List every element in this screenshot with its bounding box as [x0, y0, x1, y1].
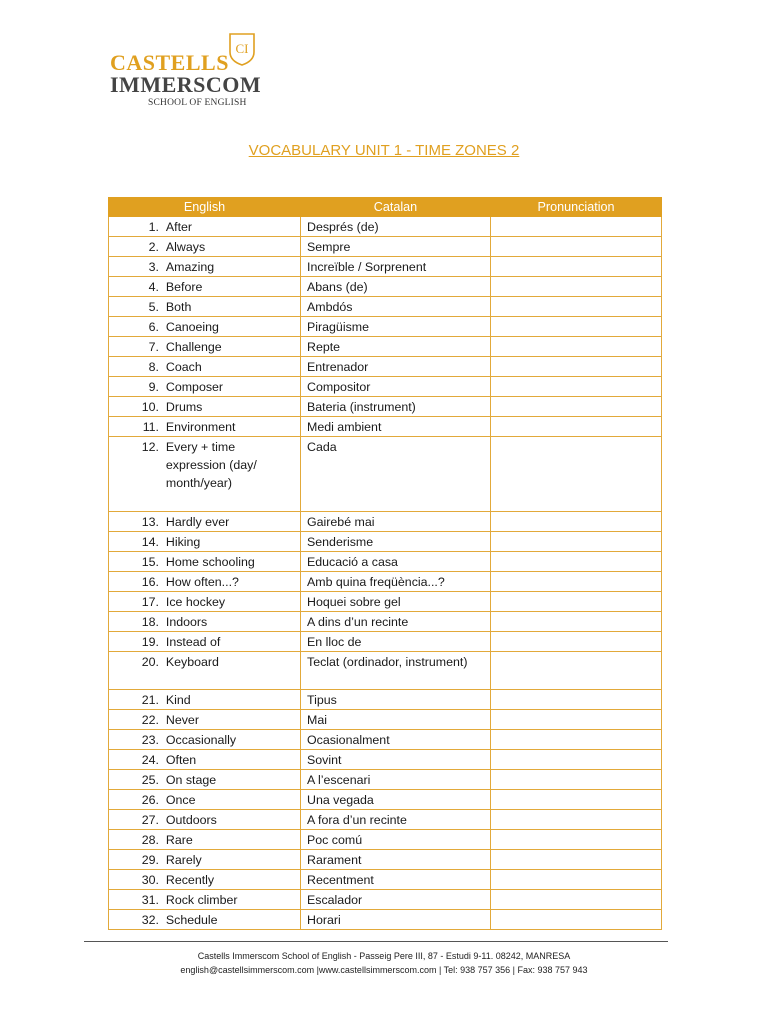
pronunciation-cell[interactable] [491, 592, 662, 612]
table-row [109, 257, 662, 277]
catalan-cell: Després (de) [301, 217, 491, 237]
english-term: Instead of [165, 635, 221, 649]
pronunciation-cell[interactable] [491, 572, 662, 592]
catalan-cell: Sempre [301, 237, 491, 257]
catalan-cell: Tipus [301, 690, 491, 710]
pronunciation-cell[interactable] [491, 337, 662, 357]
catalan-cell: Teclat (ordinador, instrument) [301, 652, 491, 690]
table-row [109, 237, 662, 257]
footer-divider [84, 941, 668, 942]
english-term: How often...? [165, 575, 239, 589]
vocabulary-table [108, 197, 662, 930]
table-row [109, 417, 662, 437]
pronunciation-cell[interactable] [491, 417, 662, 437]
english-term: Rarely [165, 853, 202, 867]
item-number: 18. [141, 615, 159, 629]
english-term: Often [165, 753, 197, 767]
english-cell [109, 690, 301, 710]
catalan-cell: Bateria (instrument) [301, 397, 491, 417]
pronunciation-cell[interactable] [491, 297, 662, 317]
english-term: Recently [165, 873, 215, 887]
english-term: Hardly ever [165, 515, 230, 529]
english-term: Home schooling [165, 555, 255, 569]
english-cell [109, 217, 301, 237]
catalan-cell: Gairebé mai [301, 512, 491, 532]
item-number: 25. [141, 773, 159, 787]
catalan-cell: Abans (de) [301, 277, 491, 297]
english-term: Coach [165, 360, 202, 374]
pronunciation-cell[interactable] [491, 237, 662, 257]
english-term: Keyboard [165, 655, 219, 669]
shield-text: CI [235, 41, 249, 56]
english-cell [109, 710, 301, 730]
item-number: 27. [141, 813, 159, 827]
catalan-cell: Horari [301, 910, 491, 930]
item-number: 4. [148, 280, 159, 294]
item-number: 15. [141, 555, 159, 569]
table-row [109, 770, 662, 790]
pronunciation-cell[interactable] [491, 690, 662, 710]
english-term: Occasionally [165, 733, 237, 747]
table-body [109, 217, 662, 930]
table-row [109, 910, 662, 930]
english-term: Indoors [165, 615, 208, 629]
english-term: Schedule [165, 913, 218, 927]
pronunciation-cell[interactable] [491, 910, 662, 930]
english-term: Environment [165, 420, 236, 434]
catalan-cell: Entrenador [301, 357, 491, 377]
english-term: Challenge [165, 340, 222, 354]
catalan-cell: A dins d’un recinte [301, 612, 491, 632]
table-row [109, 337, 662, 357]
item-number: 21. [141, 693, 159, 707]
english-cell [109, 592, 301, 612]
catalan-cell: Medi ambient [301, 417, 491, 437]
item-number: 7. [148, 340, 159, 354]
english-term: Canoeing [165, 320, 219, 334]
table-row [109, 890, 662, 910]
table-row [109, 397, 662, 417]
item-number: 28. [141, 833, 159, 847]
catalan-cell: Ocasionalment [301, 730, 491, 750]
english-cell [109, 572, 301, 592]
pronunciation-cell[interactable] [491, 357, 662, 377]
english-cell [109, 397, 301, 417]
item-number: 32. [141, 913, 159, 927]
english-cell [109, 870, 301, 890]
catalan-cell: Hoquei sobre gel [301, 592, 491, 612]
english-cell [109, 512, 301, 532]
item-number: 29. [141, 853, 159, 867]
pronunciation-cell[interactable] [491, 710, 662, 730]
page-title: VOCABULARY UNIT 1 - TIME ZONES 2 [248, 142, 520, 159]
item-number: 8. [148, 360, 159, 374]
english-cell [109, 317, 301, 337]
pronunciation-cell[interactable] [491, 377, 662, 397]
catalan-cell: Mai [301, 710, 491, 730]
item-number: 30. [141, 873, 159, 887]
item-number: 9. [148, 380, 159, 394]
logo-line-3: SCHOOL OF ENGLISH [148, 98, 247, 108]
item-number: 1. [148, 220, 159, 234]
english-cell [109, 770, 301, 790]
catalan-cell: Poc comú [301, 830, 491, 850]
pronunciation-cell[interactable] [491, 770, 662, 790]
english-cell [109, 850, 301, 870]
pronunciation-cell[interactable] [491, 437, 662, 512]
english-term: After [165, 220, 193, 234]
table-row [109, 690, 662, 710]
table-header-row [109, 198, 662, 217]
item-number: 3. [148, 260, 159, 274]
english-term: Before [165, 280, 203, 294]
english-term: Outdoors [165, 813, 217, 827]
english-cell [109, 810, 301, 830]
item-number: 10. [141, 400, 159, 414]
catalan-cell: Una vegada [301, 790, 491, 810]
pronunciation-cell[interactable] [491, 532, 662, 552]
pronunciation-cell[interactable] [491, 632, 662, 652]
english-term: Kind [165, 693, 191, 707]
catalan-cell: Senderisme [301, 532, 491, 552]
catalan-cell: Compositor [301, 377, 491, 397]
english-cell [109, 337, 301, 357]
table-row [109, 512, 662, 532]
pronunciation-cell[interactable] [491, 397, 662, 417]
catalan-cell: Ambdós [301, 297, 491, 317]
table-row [109, 632, 662, 652]
english-cell [109, 417, 301, 437]
english-cell [109, 552, 301, 572]
english-term: Hiking [165, 535, 201, 549]
pronunciation-cell[interactable] [491, 850, 662, 870]
catalan-cell: Cada [301, 437, 491, 512]
catalan-cell: Amb quina freqüència...? [301, 572, 491, 592]
english-cell [109, 910, 301, 930]
table-row [109, 830, 662, 850]
catalan-cell: A fora d’un recinte [301, 810, 491, 830]
table-row [109, 552, 662, 572]
english-cell [109, 652, 301, 690]
pronunciation-cell[interactable] [491, 317, 662, 337]
item-number: 6. [148, 320, 159, 334]
item-number: 16. [141, 575, 159, 589]
english-cell [109, 750, 301, 770]
english-cell [109, 377, 301, 397]
footer-address: Castells Immerscom School of English - Passeig Pere III, 87 - Estudi 9-11. 08242, MANRESA [197, 951, 571, 961]
table-row [109, 277, 662, 297]
header-catalan: Catalan [301, 198, 491, 217]
english-term: Both [165, 300, 192, 314]
english-term: Always [165, 240, 206, 254]
english-term: Rock climber [165, 893, 238, 907]
table-row [109, 317, 662, 337]
english-cell [109, 297, 301, 317]
table-row [109, 437, 662, 512]
table-row [109, 297, 662, 317]
catalan-cell: Piragüisme [301, 317, 491, 337]
table-row [109, 710, 662, 730]
catalan-cell: Recentment [301, 870, 491, 890]
table-row [109, 532, 662, 552]
school-logo [110, 32, 280, 112]
pronunciation-cell[interactable] [491, 512, 662, 532]
item-number: 2. [148, 240, 159, 254]
item-number: 24. [141, 753, 159, 767]
header-pronunciation: Pronunciation [491, 198, 662, 217]
pronunciation-cell[interactable] [491, 830, 662, 850]
pronunciation-cell[interactable] [491, 277, 662, 297]
english-cell [109, 532, 301, 552]
item-number: 31. [141, 893, 159, 907]
table-row [109, 652, 662, 690]
shield-icon [228, 32, 256, 66]
catalan-cell: Sovint [301, 750, 491, 770]
english-cell [109, 612, 301, 632]
english-cell [109, 830, 301, 850]
table-row [109, 357, 662, 377]
item-number: 13. [141, 515, 159, 529]
table-row [109, 612, 662, 632]
english-term: Composer [165, 380, 224, 394]
catalan-cell: A l’escenari [301, 770, 491, 790]
pronunciation-cell[interactable] [491, 730, 662, 750]
english-term: Ice hockey [165, 595, 226, 609]
table-row [109, 870, 662, 890]
pronunciation-cell[interactable] [491, 217, 662, 237]
catalan-cell: Escalador [301, 890, 491, 910]
item-number: 20. [141, 655, 159, 669]
catalan-cell: Educació a casa [301, 552, 491, 572]
table-row [109, 572, 662, 592]
item-number: 19. [141, 635, 159, 649]
item-number: 12. [141, 440, 159, 454]
catalan-cell: En lloc de [301, 632, 491, 652]
english-cell [109, 790, 301, 810]
english-term: Every + time expression (day/ month/year) [165, 440, 257, 490]
table-row [109, 750, 662, 770]
catalan-cell: Repte [301, 337, 491, 357]
item-number: 11. [142, 420, 159, 434]
item-number: 26. [141, 793, 159, 807]
english-cell [109, 357, 301, 377]
item-number: 14. [141, 535, 159, 549]
english-term: Never [165, 713, 199, 727]
table-row [109, 592, 662, 612]
item-number: 23. [141, 733, 159, 747]
catalan-cell: Increïble / Sorprenent [301, 257, 491, 277]
logo-line-1: CASTELLS [110, 50, 229, 75]
logo-line-2: IMMERSCOM [110, 72, 262, 97]
footer-contact: english@castellsimmerscom.com |www.castellsimmerscom.com | Tel: 938 757 356 | Fax: 938 757 943 [180, 965, 588, 975]
table-row [109, 850, 662, 870]
pronunciation-cell[interactable] [491, 652, 662, 690]
english-cell [109, 277, 301, 297]
english-term: Drums [165, 400, 203, 414]
english-term: Rare [165, 833, 193, 847]
item-number: 5. [148, 300, 159, 314]
pronunciation-cell[interactable] [491, 890, 662, 910]
table-row [109, 377, 662, 397]
catalan-cell: Rarament [301, 850, 491, 870]
english-term: Once [165, 793, 196, 807]
pronunciation-cell[interactable] [491, 612, 662, 632]
item-number: 17. [141, 595, 159, 609]
item-number: 22. [141, 713, 159, 727]
english-cell [109, 237, 301, 257]
english-cell [109, 632, 301, 652]
pronunciation-cell[interactable] [491, 870, 662, 890]
pronunciation-cell[interactable] [491, 750, 662, 770]
pronunciation-cell[interactable] [491, 552, 662, 572]
table-row [109, 810, 662, 830]
english-cell [109, 437, 301, 512]
english-cell [109, 890, 301, 910]
pronunciation-cell[interactable] [491, 257, 662, 277]
english-term: Amazing [165, 260, 215, 274]
table-row [109, 790, 662, 810]
table-row [109, 730, 662, 750]
table-row [109, 217, 662, 237]
english-term: On stage [165, 773, 217, 787]
english-cell [109, 257, 301, 277]
english-cell [109, 730, 301, 750]
pronunciation-cell[interactable] [491, 790, 662, 810]
pronunciation-cell[interactable] [491, 810, 662, 830]
header-english: English [109, 198, 301, 217]
